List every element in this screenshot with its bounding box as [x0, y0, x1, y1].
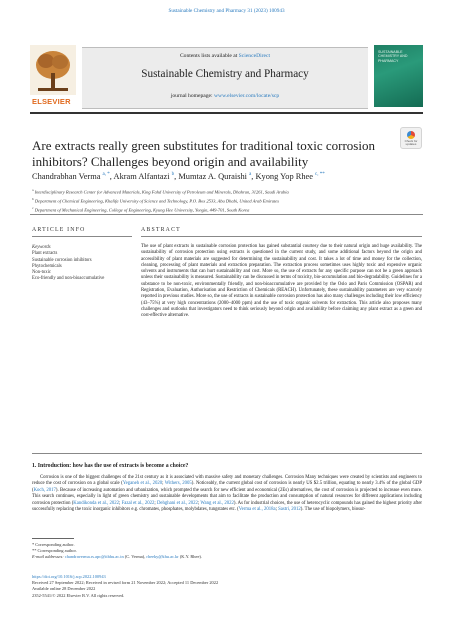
email-label: E-mail addresses: — [32, 554, 64, 560]
homepage-line — [82, 93, 368, 99]
introduction-body — [32, 475, 422, 513]
check-updates-label: Check for updates — [404, 139, 418, 147]
author-affil-marker[interactable]: a — [249, 172, 252, 178]
article-info-rule — [32, 236, 132, 237]
email-link[interactable]: rheeky@khu.ac.kr — [146, 554, 179, 560]
affiliations — [32, 187, 422, 214]
introduction-heading: 1. Introduction: how has the use of extracts is become a choice? — [32, 463, 189, 469]
citation-link[interactable]: Sastri, 2012 — [278, 507, 301, 513]
intro-text-segment: ; — [154, 500, 157, 506]
check-for-updates-button[interactable] — [400, 127, 422, 149]
affiliation-item — [32, 205, 422, 214]
journal-header — [30, 45, 423, 109]
intro-text-segment: ). Noticeably, the current global cost of corrosion is nearly US $2.5 trillion, equating to nearly 3.4% of the global GDP ( — [32, 481, 422, 493]
author-affil-marker[interactable]: b — [171, 172, 175, 178]
intro-text-segment: ). As for industrial choices, the use of heterocyclic compounds has gained the highest priority after successfully replacing the toxic inorganic inhibitors e.g. chromates, phosphates, molybdates, tungstates etc. ( — [32, 500, 423, 513]
email-owner: (K.Y. Rhee). — [178, 554, 202, 560]
abstract-heading: ABSTRACT — [141, 227, 181, 233]
running-head[interactable]: Sustainable Chemistry and Pharmacy 31 (2023) 100943 — [168, 8, 285, 14]
citation-link[interactable]: Koch, 2017 — [33, 487, 56, 493]
footnotes — [32, 542, 422, 561]
contents-prefix: Contents lists available at — [179, 53, 239, 59]
affiliation-item — [32, 196, 422, 205]
affiliation-letter: c — [32, 205, 34, 210]
corresponding-author-note: ** Corresponding author. — [32, 548, 77, 554]
journal-cover-thumbnail[interactable] — [374, 45, 423, 107]
affiliation-text: Interdisciplinary Research Center for Advanced Materials, King Fahd University of Petroleum and Minerals, Dhahran, 31261, Saudi Arabia — [34, 189, 289, 195]
intro-text-segment: Corrosion is one of the biggest challenges of the 21st century as it is associated with massive safety and monetary challenges. Corrosion Many techniques were created by scientists and engineers to reduce the cost of corrosion on a global scale ( — [32, 475, 422, 487]
keyword-item: Plant extracts — [32, 251, 58, 257]
contents-line — [82, 53, 368, 59]
abstract-text: The use of plant extracts in sustainable corrosion protection has gained substantial courtesy due to their natural origin and huge availability. The sustainability of corrosion protection using extracts is questioned in the current study, and some additional factors beyond the origin and accessibility of plant materials are suggested for determining the sustainability and cost. It takes a lot of time and money for the collection, cleaning, processing of plant materials and extraction preparation. The extraction process sometimes uses highly toxic and expensive organic solvents and instruments that can hurt sustainability and cost. More so, the use of extracts for any specific purpose can not be a green approach unless their sustainability is measured. Sustainability can be discussed in terms of toxicity, bio-accumulation and bio-degradability. Guidelines for a substance to be non-toxic, environmentally friendly, and non-bioaccumulative are provided by the Oslo and Paris Commission (OSPAR) and Registration, Evaluation, Authorisation and Restriction of Chemicals (REACH). Unfortunately, these sustainability parameters are very scarcely reported in previous studies. More so, the use of extracts in sustainable corrosion protection has also many challenges including their low efficiency (43–75%) at very high concentrations (2000–4000 ppm) and the use of toxic organic solvents for extraction. This article also proposes many challenges and outlooks that investigators need to think seriously beyond origin and availability before claiming any plant extract as a green and cost-effective alternative. — [141, 244, 423, 319]
header-divider — [30, 112, 423, 114]
homepage-prefix: journal homepage: — [170, 93, 214, 99]
intro-text-segment: ; — [197, 500, 201, 506]
citation-link[interactable]: Fazal et al., 2022 — [121, 500, 155, 506]
intro-text-segment: ). The use of biopolymers, biosur- — [300, 507, 366, 513]
citation-link[interactable]: Wang et al., 2022 — [200, 500, 234, 506]
copyright-line: 2352-5541/© 2022 Elsevier B.V. All rights reserved. — [32, 592, 125, 598]
affiliations-divider — [30, 214, 423, 215]
email-link[interactable]: chandraverma.rs.apc@itbhu.ac.in — [64, 554, 124, 560]
keyword-item: Sustainable corrosion inhibitors — [32, 257, 92, 263]
intro-text-segment: ; — [119, 500, 122, 506]
author-name[interactable]: Akram Alfantazi — [113, 172, 170, 181]
citation-link[interactable]: Dehghani et al., 2022 — [156, 500, 198, 506]
citation-link[interactable]: Yeganeh et al., 2020 — [122, 481, 163, 487]
citation-link[interactable]: Kandikonda et al., 2022 — [73, 500, 120, 506]
footnote-rule — [32, 538, 74, 539]
author-affil-marker[interactable]: a, * — [102, 172, 110, 178]
affiliation-letter: b — [32, 196, 34, 201]
doi-link[interactable]: https://doi.org/10.1016/j.scp.2022.100943 — [32, 574, 106, 579]
affiliation-text: Department of Chemical Engineering, Khalifa University of Science and Technology, P.O. Box 2533, Abu Dhabi, United Arab Emirates — [34, 198, 280, 204]
keyword-item: Eco-friendly and non-bioaccumulative — [32, 276, 105, 282]
keyword-item: Non-toxic — [32, 270, 52, 276]
email-line — [32, 554, 422, 560]
publisher-name: ELSEVIER — [32, 97, 71, 106]
email-owner: (C. Verma), — [123, 554, 147, 560]
affiliation-item — [32, 187, 422, 196]
author-name[interactable]: Chandrabhan Verma — [32, 172, 101, 181]
publication-info — [32, 574, 422, 599]
cover-title: SUSTAINABLE CHEMISTRY AND PHARMACY — [378, 50, 408, 63]
citation-link[interactable]: Withers, 2005 — [164, 481, 192, 487]
corresponding-author-note: * Corresponding author. — [32, 542, 75, 547]
abstract-end-rule — [32, 453, 422, 454]
author-name[interactable]: Kyong Yop Rhee — [255, 172, 313, 181]
author-name[interactable]: Mumtaz A. Quraishi — [178, 172, 247, 181]
intro-text-segment: ). Because of increasing automation and urbanization, which prompted the search for new efficient and economical (2Es) alternatives, the cost of corrosion is projected to increase even more. This search continues, especially in light of green chemistry and sustainable developments that aim to facilitate the production and consumption of natural resources for different applications including corrosion protection ( — [32, 487, 422, 506]
affiliation-letter: a — [32, 188, 34, 192]
intro-text-segment: ; — [275, 507, 279, 513]
available-online: Available online 28 December 2022 — [32, 586, 96, 592]
citation-link[interactable]: Verma et al., 2018a — [238, 507, 276, 513]
journal-title: Sustainable Chemistry and Pharmacy — [141, 68, 309, 80]
keywords-block — [32, 245, 132, 283]
article-title: Are extracts really green substitutes for traditional toxic corrosion inhibitors? Challenges beyond origin and availability — [32, 138, 375, 169]
keyword-item: Phytochemicals — [32, 263, 62, 269]
sciencedirect-link[interactable]: ScienceDirect — [238, 53, 271, 59]
intro-text-segment: ; — [162, 481, 165, 487]
received-dates: Received 27 September 2022; Received in revised form 21 November 2022; Accepted 11 December 2022 — [32, 580, 219, 586]
abstract-rule — [141, 236, 422, 237]
keywords-title: Keywords — [32, 245, 51, 250]
journal-homepage-link[interactable]: www.elsevier.com/locate/scp — [214, 93, 280, 99]
affiliation-text: Department of Mechanical Engineering, College of Engineering, Kyung Hee University, Yongin, 449-701, South Korea — [34, 207, 250, 213]
author-list: Chandrabhan Verma $^{a, *}$, Akram Alfantazi $^b$, Mumtaz A. Quraishi $^a$, Kyong Yop Rhee $^{c, **}$ — [32, 172, 325, 181]
author-affil-marker[interactable]: c, ** — [315, 172, 325, 178]
check-updates-icon — [407, 131, 415, 139]
article-info-heading: ARTICLE INFO — [32, 227, 86, 233]
journal-info-box — [82, 47, 368, 109]
